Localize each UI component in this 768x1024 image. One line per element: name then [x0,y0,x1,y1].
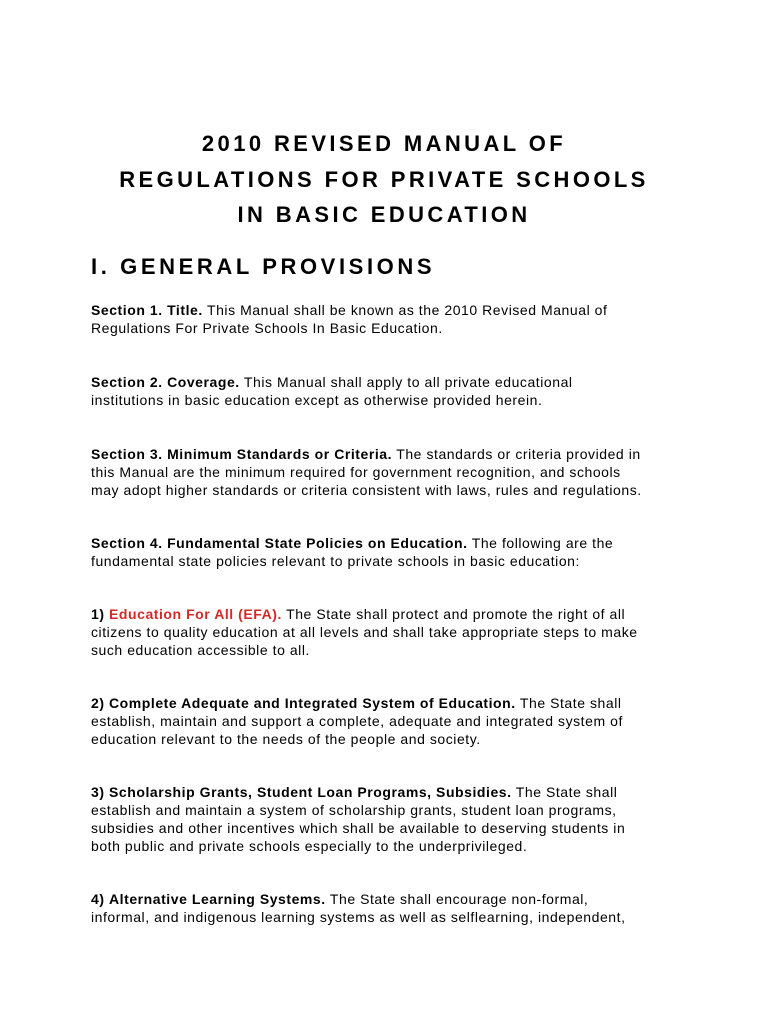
paragraph-line: fundamental state policies relevant to private schools in basic education: [91,553,580,569]
paragraph-line: establish, maintain and support a complete, adequate and integrated system of [91,713,623,729]
paragraph-line [91,890,691,908]
paragraph-line [91,694,691,712]
paragraph-text: The following are the [467,535,614,551]
policy-label: Alternative Learning Systems. [109,891,326,907]
paragraph-line: this Manual are the minimum required for government recognition, and schools [91,464,621,480]
paragraph-line [91,445,691,463]
policy-3-paragraph [91,783,691,855]
section-1-paragraph [91,301,691,337]
paragraph-line: Regulations For Private Schools In Basic Education. [91,320,443,336]
paragraph-line: both public and private schools especially to the underprivileged. [91,838,528,854]
section-label: Section 2. Coverage. [91,374,240,390]
section-label: Section 3. Minimum Standards or Criteria. [91,446,393,462]
paragraph-line: citizens to quality education at all levels and shall take appropriate steps to make [91,624,638,640]
section-2-paragraph [91,373,691,409]
paragraph-text: This Manual shall be known as the 2010 Revised Manual of [202,302,608,318]
policy-2-paragraph [91,694,691,748]
policy-number: 4) [91,891,105,907]
paragraph-line: institutions in basic education except as otherwise provided herein. [91,392,543,408]
paragraph-text: The State shall encourage non-formal, [325,891,589,907]
section-label: Section 1. Title. [91,302,203,318]
paragraph-line [91,301,691,319]
paragraph-text: The State shall protect and promote the right of all [281,606,626,622]
paragraph-text: The standards or criteria provided in [392,446,641,462]
paragraph-text: This Manual shall apply to all private educational [239,374,573,390]
paragraph-line [91,534,691,552]
paragraph-line [91,605,691,623]
policy-1-paragraph [91,605,691,659]
chapter-heading: I. GENERAL PROVISIONS [91,254,436,279]
policy-number: 2) [91,695,105,711]
paragraph-line [91,783,691,801]
paragraph-text: The State shall [515,695,622,711]
paragraph-line: establish and maintain a system of scholarship grants, student loan programs, [91,802,617,818]
policy-number: 3) [91,784,105,800]
title-line-1: 2010 REVISED MANUAL OF [201,131,567,156]
policy-label: Complete Adequate and Integrated System of Education. [109,695,516,711]
policy-label: Scholarship Grants, Student Loan Programs, Subsidies. [109,784,512,800]
paragraph-line: education relevant to the needs of the people and society. [91,731,481,747]
paragraph-line: informal, and indigenous learning systems as well as selflearning, independent, [91,909,626,925]
title-line-3: IN BASIC EDUCATION [237,202,531,227]
document-title [0,126,768,233]
section-label: Section 4. Fundamental State Policies on Education. [91,535,468,551]
paragraph-line: may adopt higher standards or criteria consistent with laws, rules and regulations. [91,482,642,498]
policy-number: 1) [91,606,105,622]
policy-4-paragraph [91,890,691,926]
paragraph-text: The State shall [511,784,618,800]
section-3-paragraph [91,445,691,499]
title-line-2: REGULATIONS FOR PRIVATE SCHOOLS [119,166,649,192]
paragraph-line: subsidies and other incentives which shall be available to deserving students in [91,820,626,836]
policy-label-link[interactable]: Education For All (EFA). [109,606,282,622]
paragraph-line: such education accessible to all. [91,642,310,658]
paragraph-line [91,373,691,391]
section-4-paragraph [91,534,691,570]
